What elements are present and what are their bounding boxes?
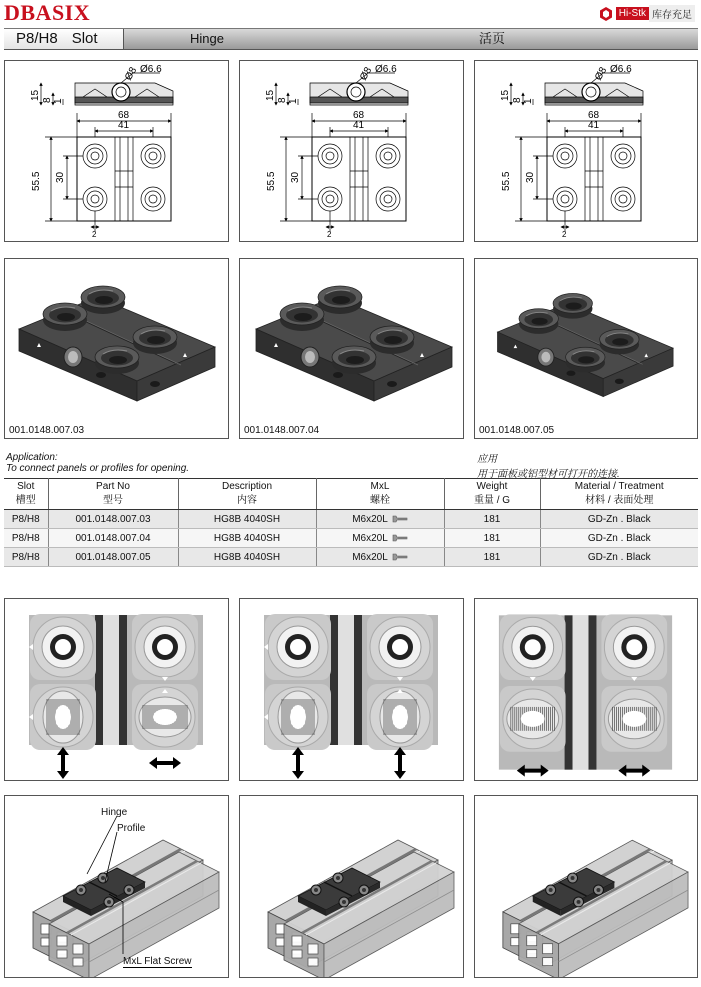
adjustment-diagram-1 (4, 598, 229, 781)
cell-material: GD-Zn . Black (540, 510, 698, 529)
column-header: Part No 型号 (48, 479, 178, 510)
dim-1: 1 (53, 98, 64, 104)
dim-d6-6: Ø6.6 (140, 64, 162, 75)
part-number-label: 001.0148.007.05 (479, 425, 555, 436)
dim-15: 15 (265, 89, 276, 101)
dim-d8: Ø8 (593, 65, 610, 83)
application-title: Application: (6, 452, 58, 463)
dim-41: 41 (588, 120, 600, 131)
cell-part-no: 001.0148.007.03 (48, 510, 178, 529)
screw-icon (392, 515, 408, 523)
column-header: Description 内容 (178, 479, 316, 510)
dim-d6-6: Ø6.6 (375, 64, 397, 75)
cell-weight: 181 (444, 510, 540, 529)
slot-code: P8/H8 (16, 30, 58, 47)
cell-slot: P8/H8 (4, 510, 48, 529)
slot-tab (4, 29, 124, 49)
assembly-render-2 (240, 796, 463, 977)
stock-cn-label: 库存充足 (649, 5, 695, 22)
dim-1: 1 (523, 98, 534, 104)
table-row (4, 529, 698, 548)
dim-41: 41 (118, 120, 130, 131)
cell-mxl (316, 529, 444, 548)
table-row (4, 548, 698, 567)
mxl-value: M6x20L (352, 551, 388, 563)
dim-15: 15 (30, 89, 41, 101)
column-header: Slot 槽型 (4, 479, 48, 510)
adjustment-diagram-2 (239, 598, 464, 781)
dim-8: 8 (277, 97, 288, 103)
mxl-value: M6x20L (352, 532, 388, 544)
application-cn (477, 450, 620, 480)
cell-description: HG8B 4040SH (178, 529, 316, 548)
dimension-drawing (475, 61, 698, 241)
label-profile: Profile (117, 823, 146, 834)
product-title: Hinge (190, 31, 224, 46)
cell-weight: 181 (444, 548, 540, 567)
label-flat-screw: MxL Flat Screw (123, 956, 192, 967)
cell-description: HG8B 4040SH (178, 548, 316, 567)
cell-part-no: 001.0148.007.04 (48, 529, 178, 548)
slot-word: Slot (71, 30, 98, 47)
cell-mxl (316, 510, 444, 529)
dim-68: 68 (353, 110, 365, 121)
dimension-drawing (5, 61, 228, 241)
application-text: To connect panels or profiles for opening. (6, 463, 190, 474)
stock-badge (599, 5, 695, 22)
application-en (6, 452, 189, 474)
table-row (4, 510, 698, 529)
dim-55-5: 55.5 (501, 171, 512, 191)
dim-d8: Ø8 (358, 65, 375, 83)
dim-68: 68 (118, 110, 130, 121)
dim-2: 2 (92, 230, 97, 239)
column-header: Weight 重量 / G (444, 479, 540, 510)
slot-adjust-render-1 (5, 599, 228, 780)
column-header: Material / Treatment 材料 / 表面处理 (540, 479, 698, 510)
application-text-cn: 用于面板或铝型材可打开的连接. (477, 469, 620, 480)
technical-drawing-1 (4, 60, 229, 242)
assembly-render-3 (475, 796, 697, 977)
dim-30: 30 (55, 171, 66, 183)
hexagon-logo-icon (599, 7, 613, 21)
assembly-view-1 (4, 795, 229, 978)
dim-30: 30 (290, 171, 301, 183)
spec-table (4, 478, 698, 567)
cell-material: GD-Zn . Black (540, 548, 698, 567)
hinge-render-2 (240, 259, 463, 419)
mxl-value: M6x20L (352, 513, 388, 525)
dim-8: 8 (512, 97, 523, 103)
hi-stk-label: Hi-Stk (616, 7, 649, 20)
cell-mxl (316, 548, 444, 567)
dim-30: 30 (525, 171, 536, 183)
product-photo-3 (474, 258, 698, 439)
column-header: MxL 螺栓 (316, 479, 444, 510)
product-title-cn: 活页 (479, 31, 506, 46)
product-photo-2 (239, 258, 464, 439)
dim-55-5: 55.5 (31, 171, 42, 191)
table-header-row (4, 479, 698, 510)
screw-icon (392, 534, 408, 542)
dim-d8: Ø8 (123, 65, 140, 83)
dim-68: 68 (588, 110, 600, 121)
title-bar (4, 28, 698, 50)
cell-slot: P8/H8 (4, 548, 48, 567)
cell-weight: 181 (444, 529, 540, 548)
screw-icon (392, 553, 408, 561)
adjustment-diagram-3 (474, 598, 698, 781)
dim-1: 1 (288, 98, 299, 104)
assembly-view-2 (239, 795, 464, 978)
cell-material: GD-Zn . Black (540, 529, 698, 548)
hinge-render-3 (475, 259, 697, 419)
cell-part-no: 001.0148.007.05 (48, 548, 178, 567)
cell-description: HG8B 4040SH (178, 510, 316, 529)
dim-41: 41 (353, 120, 365, 131)
product-photo-1 (4, 258, 229, 439)
brand-logo: DBASIX (4, 0, 91, 25)
cell-slot: P8/H8 (4, 529, 48, 548)
dim-8: 8 (42, 97, 53, 103)
application-title-cn: 应用 (477, 454, 497, 465)
dim-2: 2 (562, 230, 567, 239)
dim-2: 2 (327, 230, 332, 239)
label-hinge: Hinge (101, 807, 128, 818)
dim-55-5: 55.5 (266, 171, 277, 191)
hinge-render-1 (5, 259, 228, 419)
slot-adjust-render-3 (475, 599, 697, 780)
dimension-drawing (240, 61, 463, 241)
technical-drawing-3 (474, 60, 698, 242)
part-number-label: 001.0148.007.04 (244, 425, 320, 436)
dim-d6-6: Ø6.6 (610, 64, 632, 75)
slot-adjust-render-2 (240, 599, 463, 780)
part-number-label: 001.0148.007.03 (9, 425, 85, 436)
dim-15: 15 (500, 89, 511, 101)
assembly-view-3 (474, 795, 698, 978)
technical-drawing-2 (239, 60, 464, 242)
